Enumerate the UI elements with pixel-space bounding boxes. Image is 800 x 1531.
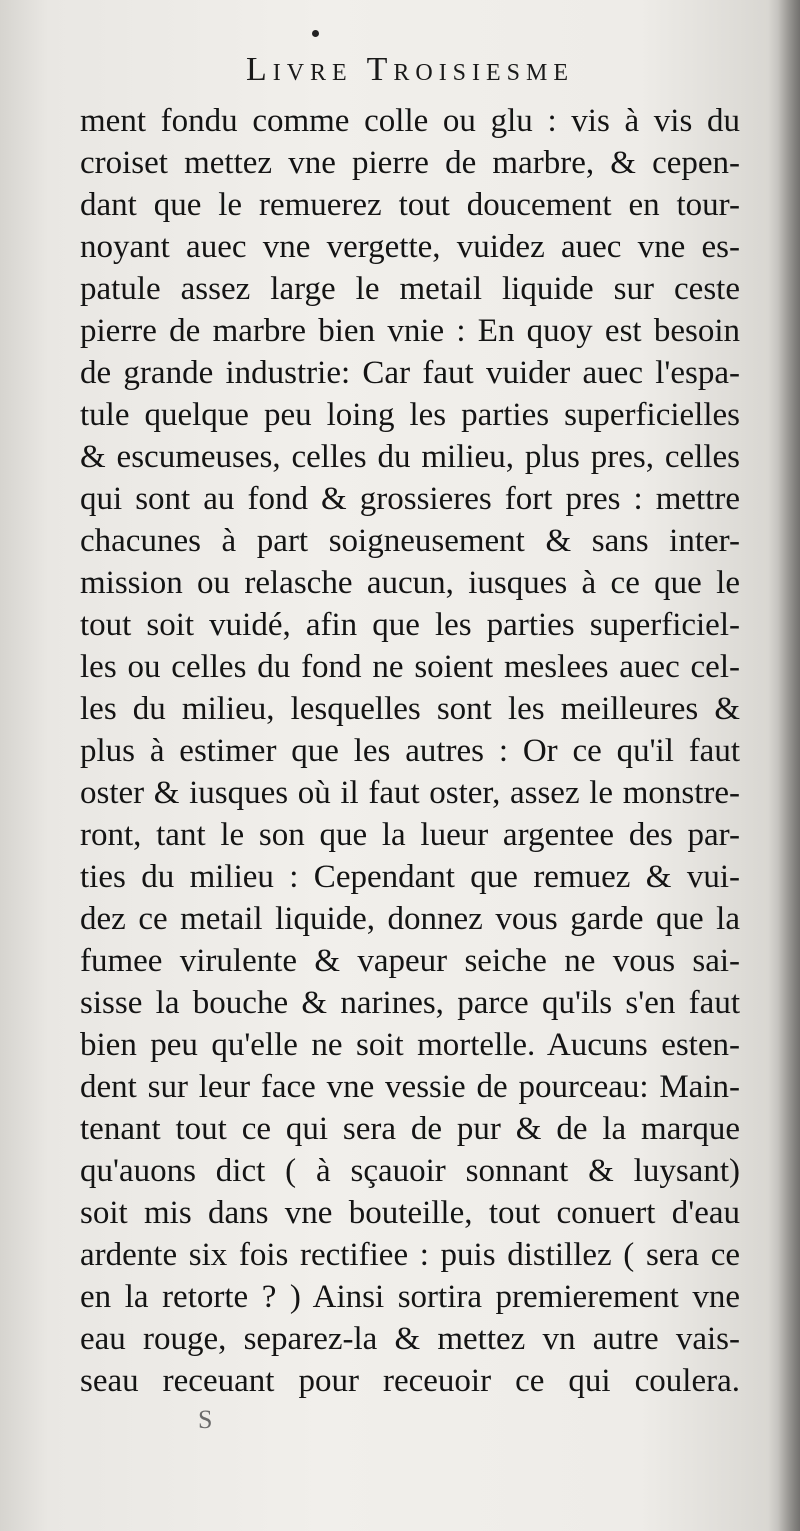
text-line: & escumeuses, celles du milieu, plus pres, celles	[80, 439, 740, 475]
text-line: soit mis dans vne bouteille, tout conuert d'eau	[80, 1195, 740, 1231]
text-line: bien peu qu'elle ne soit mortelle. Aucuns esten-	[80, 1027, 740, 1063]
text-line: dant que le remuerez tout doucement en tour-	[80, 187, 740, 223]
text-line: plus à estimer que les autres : Or ce qu'il faut	[80, 733, 740, 769]
text-line: croiset mettez vne pierre de marbre, & cepen-	[80, 145, 740, 181]
text-line: qui sont au fond & grossieres fort pres : mettre	[80, 481, 740, 517]
text-line: ties du milieu : Cependant que remuez & vui-	[80, 859, 740, 895]
text-line: mission ou relasche aucun, iusques à ce que le	[80, 565, 740, 601]
text-line: dent sur leur face vne vessie de pourceau: Main-	[80, 1069, 740, 1105]
text-line: sisse la bouche & narines, parce qu'ils s'en faut	[80, 985, 740, 1021]
text-line: tenant tout ce qui sera de pur & de la marque	[80, 1111, 740, 1147]
text-line: patule assez large le metail liquide sur ceste	[80, 271, 740, 307]
text-line: eau rouge, separez-la & mettez vn autre vais-	[80, 1321, 740, 1357]
text-line: oster & iusques où il faut oster, assez le monstre-	[80, 775, 740, 811]
text-line: de grande industrie: Car faut vuider auec l'espa-	[80, 355, 740, 391]
text-line: chacunes à part soigneusement & sans inter-	[80, 523, 740, 559]
text-line: ardente six fois rectifiee : puis distillez ( sera ce	[80, 1237, 740, 1273]
text-line: ment fondu comme colle ou glu : vis à vis du	[80, 103, 740, 139]
body-text	[80, 100, 740, 1402]
text-line: les ou celles du fond ne soient meslees auec cel-	[80, 649, 740, 685]
text-line: noyant auec vne vergette, vuidez auec vne es-	[80, 229, 740, 265]
signature-mark: S	[198, 1405, 213, 1434]
running-title: Livre Troisiesme	[245, 51, 575, 88]
text-line: fumee virulente & vapeur seiche ne vous sai-	[80, 943, 740, 979]
text-line: en la retorte ? ) Ainsi sortira premierement vne	[80, 1279, 740, 1315]
text-line: seau receuant pour receuoir ce qui coulera.	[80, 1363, 740, 1399]
text-line: pierre de marbre bien vnie : En quoy est besoin	[80, 313, 740, 349]
ornament-dot	[312, 30, 319, 37]
text-line: tout soit vuidé, afin que les parties superficiel-	[80, 607, 740, 643]
text-line: tule quelque peu loing les parties superficielles	[80, 397, 740, 433]
text-line: les du milieu, lesquelles sont les meilleures &	[80, 691, 740, 727]
text-line: qu'auons dict ( à sçauoir sonnant & luysant)	[80, 1153, 740, 1189]
text-line: ront, tant le son que la lueur argentee des par-	[80, 817, 740, 853]
text-line: dez ce metail liquide, donnez vous garde que la	[80, 901, 740, 937]
